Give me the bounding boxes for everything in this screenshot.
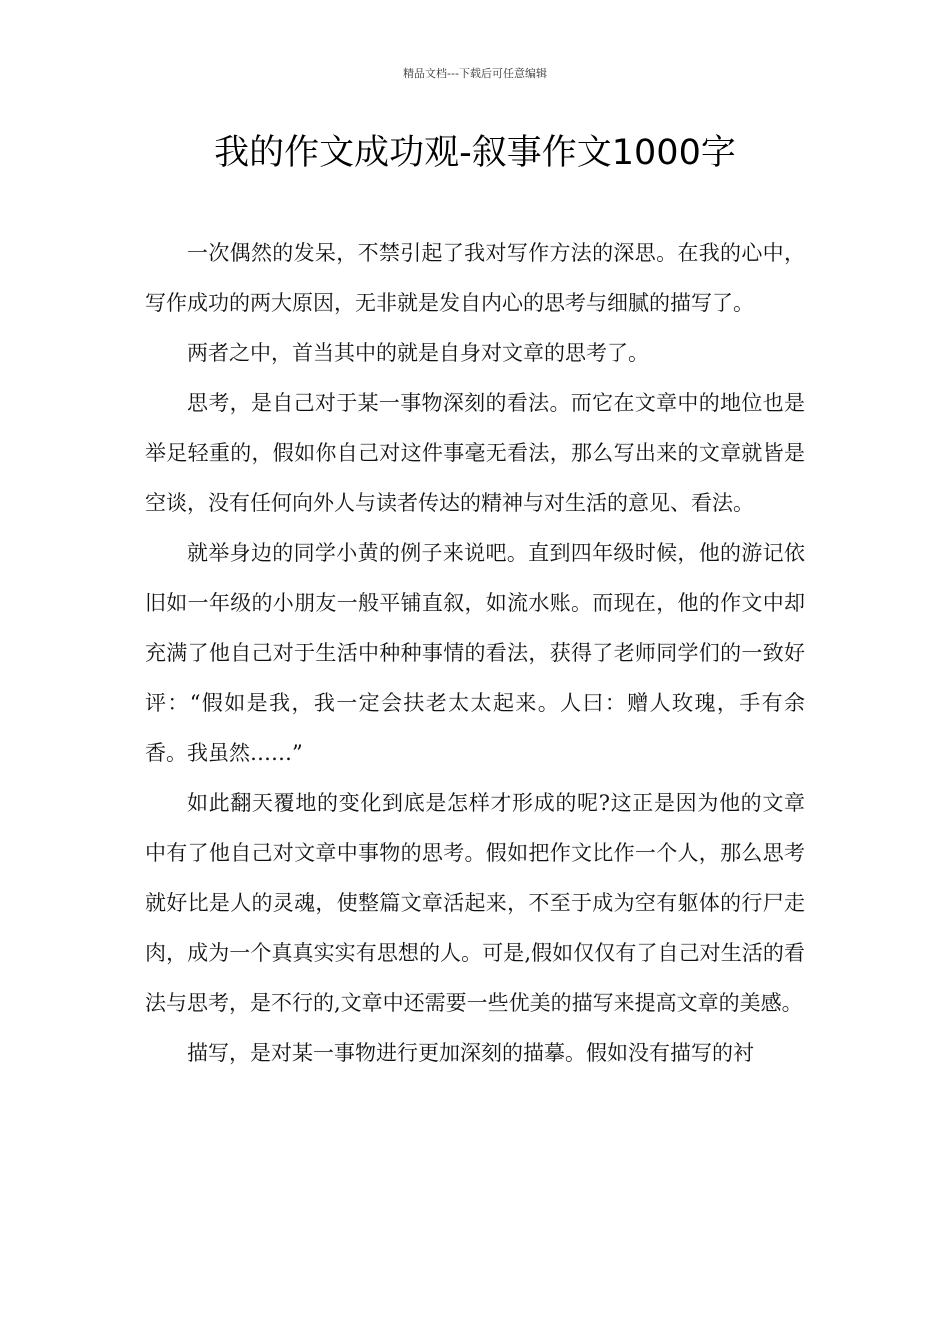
paragraph: 一次偶然的发呆，不禁引起了我对写作方法的深思。在我的心中，写作成功的两大原因，无非就是发自内心的思考与细腻的描写了。 [145,241,805,315]
paragraph: 两者之中，首当其中的就是自身对文章的思考了。 [187,341,649,365]
paragraph: 描写，是对某一事物进行更加深刻的描摹。假如没有描写的衬 [187,1041,754,1065]
header-note: 精品文档---下载后可任意编辑 [403,67,547,80]
paragraph: 思考，是自己对于某一事物深刻的看法。而它在文章中的地位也是举足轻重的，假如你自己对这件事毫无看法，那么写出来的文章就皆是空谈，没有任何向外人与读者传达的精神与对生活的意见、看法。 [145,391,805,515]
document-title: 我的作文成功观-叙事作文1000字 [214,133,736,173]
paragraph: 就举身边的同学小黄的例子来说吧。直到四年级时候，他的游记依旧如一年级的小朋友一般平铺直叙，如流水账。而现在，他的作文中却充满了他自己对于生活中种种事情的看法，获得了老师同学们的一致好评：“假如是我，我一定会扶老太太起来。人曰：赠人玫瑰，手有余香。我虽然……” [145,541,805,765]
document-body [145,228,805,1078]
paragraph: 如此翻天覆地的变化到底是怎样才形成的呢?这正是因为他的文章中有了他自己对文章中事物的思考。假如把作文比作一个人，那么思考就好比是人的灵魂，使整篇文章活起来，不至于成为空有躯体的行尸走肉，成为一个真真实实有思想的人。可是,假如仅仅有了自己对生活的看法与思考，是不行的,文章中还需要一些优美的描写来提高文章的美感。 [145,791,805,1015]
